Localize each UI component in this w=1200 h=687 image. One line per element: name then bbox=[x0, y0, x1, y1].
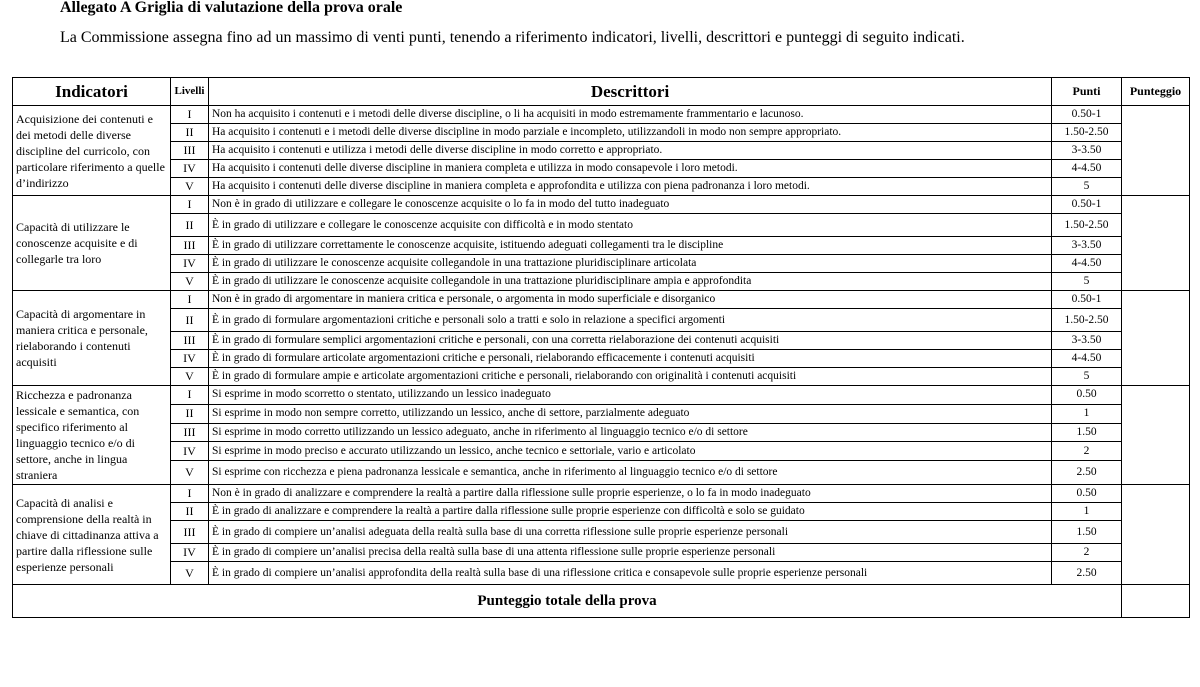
points-cell: 1.50-2.50 bbox=[1052, 309, 1122, 332]
table-row bbox=[13, 237, 1190, 255]
level-cell: V bbox=[171, 562, 209, 585]
indicator-cell: Ricchezza e padronanza lessicale e semantica, con specifico riferimento al linguaggio tecnico e/o di settore, anche in lingua straniera bbox=[13, 386, 171, 485]
header-punti: Punti bbox=[1052, 78, 1122, 106]
indicator-cell: Capacità di utilizzare le conoscenze acquisite e di collegarle tra loro bbox=[13, 196, 171, 291]
points-cell: 1.50-2.50 bbox=[1052, 214, 1122, 237]
table-row bbox=[13, 368, 1190, 386]
table-row bbox=[13, 503, 1190, 521]
level-cell: IV bbox=[171, 350, 209, 368]
score-cell bbox=[1122, 386, 1190, 485]
descriptor-cell: È in grado di compiere un’analisi precisa della realtà sulla base di una attenta riflessione sulle proprie esperienze personali bbox=[209, 544, 1052, 562]
level-cell: I bbox=[171, 106, 209, 124]
level-cell: III bbox=[171, 332, 209, 350]
descriptor-cell: Si esprime in modo preciso e accurato utilizzando un lessico, anche tecnico e settoriale, vario e articolato bbox=[209, 442, 1052, 461]
level-cell: IV bbox=[171, 255, 209, 273]
table-row bbox=[13, 255, 1190, 273]
table-row bbox=[13, 196, 1190, 214]
descriptor-cell: È in grado di formulare argomentazioni critiche e personali solo a tratti e solo in relazione a specifici argomenti bbox=[209, 309, 1052, 332]
intro-paragraph: La Commissione assegna fino ad un massimo di venti punti, tenendo a riferimento indicatori, livelli, descrittori e punteggi di seguito indicati. bbox=[60, 29, 965, 46]
points-cell: 0.50-1 bbox=[1052, 196, 1122, 214]
table-row bbox=[13, 309, 1190, 332]
table-row bbox=[13, 461, 1190, 485]
level-cell: II bbox=[171, 214, 209, 237]
descriptor-cell: Ha acquisito i contenuti e utilizza i metodi delle diverse discipline in modo corretto e appropriato. bbox=[209, 142, 1052, 160]
points-cell: 3-3.50 bbox=[1052, 332, 1122, 350]
table-row bbox=[13, 124, 1190, 142]
total-row bbox=[13, 585, 1190, 618]
level-cell: I bbox=[171, 485, 209, 503]
score-cell bbox=[1122, 106, 1190, 196]
table-row bbox=[13, 291, 1190, 309]
descriptor-cell: Non è in grado di utilizzare e collegare le conoscenze acquisite o lo fa in modo del tutto inadeguato bbox=[209, 196, 1052, 214]
level-cell: III bbox=[171, 237, 209, 255]
table-row bbox=[13, 350, 1190, 368]
level-cell: III bbox=[171, 423, 209, 442]
points-cell: 1.50-2.50 bbox=[1052, 124, 1122, 142]
table-row bbox=[13, 106, 1190, 124]
level-cell: IV bbox=[171, 544, 209, 562]
points-cell: 4-4.50 bbox=[1052, 160, 1122, 178]
descriptor-cell: È in grado di analizzare e comprendere la realtà a partire dalla riflessione sulle proprie esperienze con difficoltà e solo se guidato bbox=[209, 503, 1052, 521]
header-row bbox=[13, 78, 1190, 106]
indicator-cell: Acquisizione dei contenuti e dei metodi delle diverse discipline del curricolo, con particolare riferimento a quelle d’indirizzo bbox=[13, 106, 171, 196]
points-cell: 5 bbox=[1052, 368, 1122, 386]
level-cell: I bbox=[171, 291, 209, 309]
header-indicatori: Indicatori bbox=[13, 78, 171, 106]
points-cell: 0.50-1 bbox=[1052, 106, 1122, 124]
descriptor-cell: Si esprime in modo scorretto o stentato, utilizzando un lessico inadeguato bbox=[209, 386, 1052, 405]
points-cell: 0.50 bbox=[1052, 485, 1122, 503]
descriptor-cell: Non è in grado di analizzare e comprendere la realtà a partire dalla riflessione sulle proprie esperienze, o lo fa in modo inadeguato bbox=[209, 485, 1052, 503]
points-cell: 5 bbox=[1052, 178, 1122, 196]
table-row bbox=[13, 142, 1190, 160]
descriptor-cell: Ha acquisito i contenuti delle diverse discipline in maniera completa e utilizza in modo consapevole i loro metodi. bbox=[209, 160, 1052, 178]
level-cell: I bbox=[171, 386, 209, 405]
level-cell: III bbox=[171, 142, 209, 160]
descriptor-cell: Ha acquisito i contenuti delle diverse discipline in maniera completa e approfondita e utilizza con piena padronanza i loro metodi. bbox=[209, 178, 1052, 196]
table-row bbox=[13, 273, 1190, 291]
points-cell: 1 bbox=[1052, 404, 1122, 423]
table-row bbox=[13, 214, 1190, 237]
table-row bbox=[13, 404, 1190, 423]
table-row bbox=[13, 562, 1190, 585]
level-cell: V bbox=[171, 368, 209, 386]
indicator-cell: Capacità di argomentare in maniera critica e personale, rielaborando i contenuti acquisiti bbox=[13, 291, 171, 386]
descriptor-cell: È in grado di formulare semplici argomentazioni critiche e personali, con una corretta rielaborazione dei contenuti acquisiti bbox=[209, 332, 1052, 350]
document-title: Allegato A Griglia di valutazione della prova orale bbox=[60, 0, 403, 16]
points-cell: 4-4.50 bbox=[1052, 255, 1122, 273]
table-row bbox=[13, 485, 1190, 503]
descriptor-cell: È in grado di utilizzare le conoscenze acquisite collegandole in una trattazione pluridisciplinare articolata bbox=[209, 255, 1052, 273]
points-cell: 1.50 bbox=[1052, 521, 1122, 544]
level-cell: III bbox=[171, 521, 209, 544]
descriptor-cell: È in grado di formulare articolate argomentazioni critiche e personali, rielaborando efficacemente i contenuti acquisiti bbox=[209, 350, 1052, 368]
table-row bbox=[13, 160, 1190, 178]
points-cell: 3-3.50 bbox=[1052, 142, 1122, 160]
descriptor-cell: Si esprime con ricchezza e piena padronanza lessicale e semantica, anche in riferimento al linguaggio tecnico e/o di settore bbox=[209, 461, 1052, 485]
descriptor-cell: Ha acquisito i contenuti e i metodi delle diverse discipline in modo parziale e incompleto, utilizzandoli in modo non sempre appropriato. bbox=[209, 124, 1052, 142]
header-punteggio: Punteggio bbox=[1122, 78, 1190, 106]
points-cell: 1.50 bbox=[1052, 423, 1122, 442]
score-cell bbox=[1122, 485, 1190, 585]
table-row bbox=[13, 386, 1190, 405]
level-cell: IV bbox=[171, 442, 209, 461]
level-cell: I bbox=[171, 196, 209, 214]
level-cell: V bbox=[171, 178, 209, 196]
points-cell: 3-3.50 bbox=[1052, 237, 1122, 255]
total-score-cell bbox=[1122, 585, 1190, 618]
descriptor-cell: Si esprime in modo corretto utilizzando un lessico adeguato, anche in riferimento al linguaggio tecnico e/o di settore bbox=[209, 423, 1052, 442]
points-cell: 2 bbox=[1052, 442, 1122, 461]
points-cell: 1 bbox=[1052, 503, 1122, 521]
level-cell: V bbox=[171, 273, 209, 291]
descriptor-cell: Non è in grado di argomentare in maniera critica e personale, o argomenta in modo superficiale e disorganico bbox=[209, 291, 1052, 309]
score-cell bbox=[1122, 196, 1190, 291]
points-cell: 0.50-1 bbox=[1052, 291, 1122, 309]
points-cell: 2.50 bbox=[1052, 562, 1122, 585]
header-livelli: Livelli bbox=[171, 78, 209, 106]
header-descrittori: Descrittori bbox=[209, 78, 1052, 106]
indicator-cell: Capacità di analisi e comprensione della realtà in chiave di cittadinanza attiva a partire dalla riflessione sulle esperienze personali bbox=[13, 485, 171, 585]
descriptor-cell: Si esprime in modo non sempre corretto, utilizzando un lessico, anche di settore, parzialmente adeguato bbox=[209, 404, 1052, 423]
descriptor-cell: È in grado di compiere un’analisi approfondita della realtà sulla base di una riflessione critica e consapevole sulle proprie esperienze personali bbox=[209, 562, 1052, 585]
descriptor-cell: È in grado di utilizzare e collegare le conoscenze acquisite con difficoltà e in modo stentato bbox=[209, 214, 1052, 237]
descriptor-cell: È in grado di utilizzare correttamente le conoscenze acquisite, istituendo adeguati collegamenti tra le discipline bbox=[209, 237, 1052, 255]
table-row bbox=[13, 521, 1190, 544]
table-row bbox=[13, 423, 1190, 442]
descriptor-cell: È in grado di compiere un’analisi adeguata della realtà sulla base di una corretta riflessione sulle proprie esperienze personali bbox=[209, 521, 1052, 544]
table-row bbox=[13, 332, 1190, 350]
level-cell: IV bbox=[171, 160, 209, 178]
grid-body bbox=[13, 106, 1190, 585]
descriptor-cell: È in grado di utilizzare le conoscenze acquisite collegandole in una trattazione pluridisciplinare ampia e approfondita bbox=[209, 273, 1052, 291]
level-cell: II bbox=[171, 309, 209, 332]
points-cell: 5 bbox=[1052, 273, 1122, 291]
points-cell: 0.50 bbox=[1052, 386, 1122, 405]
evaluation-grid-table bbox=[12, 77, 1190, 618]
points-cell: 2 bbox=[1052, 544, 1122, 562]
table-row bbox=[13, 544, 1190, 562]
total-label: Punteggio totale della prova bbox=[13, 585, 1122, 618]
level-cell: II bbox=[171, 124, 209, 142]
table-row bbox=[13, 442, 1190, 461]
descriptor-cell: È in grado di formulare ampie e articolate argomentazioni critiche e personali, rielaborando con originalità i contenuti acquisiti bbox=[209, 368, 1052, 386]
points-cell: 4-4.50 bbox=[1052, 350, 1122, 368]
table-row bbox=[13, 178, 1190, 196]
score-cell bbox=[1122, 291, 1190, 386]
points-cell: 2.50 bbox=[1052, 461, 1122, 485]
descriptor-cell: Non ha acquisito i contenuti e i metodi delle diverse discipline, o li ha acquisiti in modo estremamente frammentario e lacunoso. bbox=[209, 106, 1052, 124]
level-cell: II bbox=[171, 404, 209, 423]
level-cell: V bbox=[171, 461, 209, 485]
level-cell: II bbox=[171, 503, 209, 521]
